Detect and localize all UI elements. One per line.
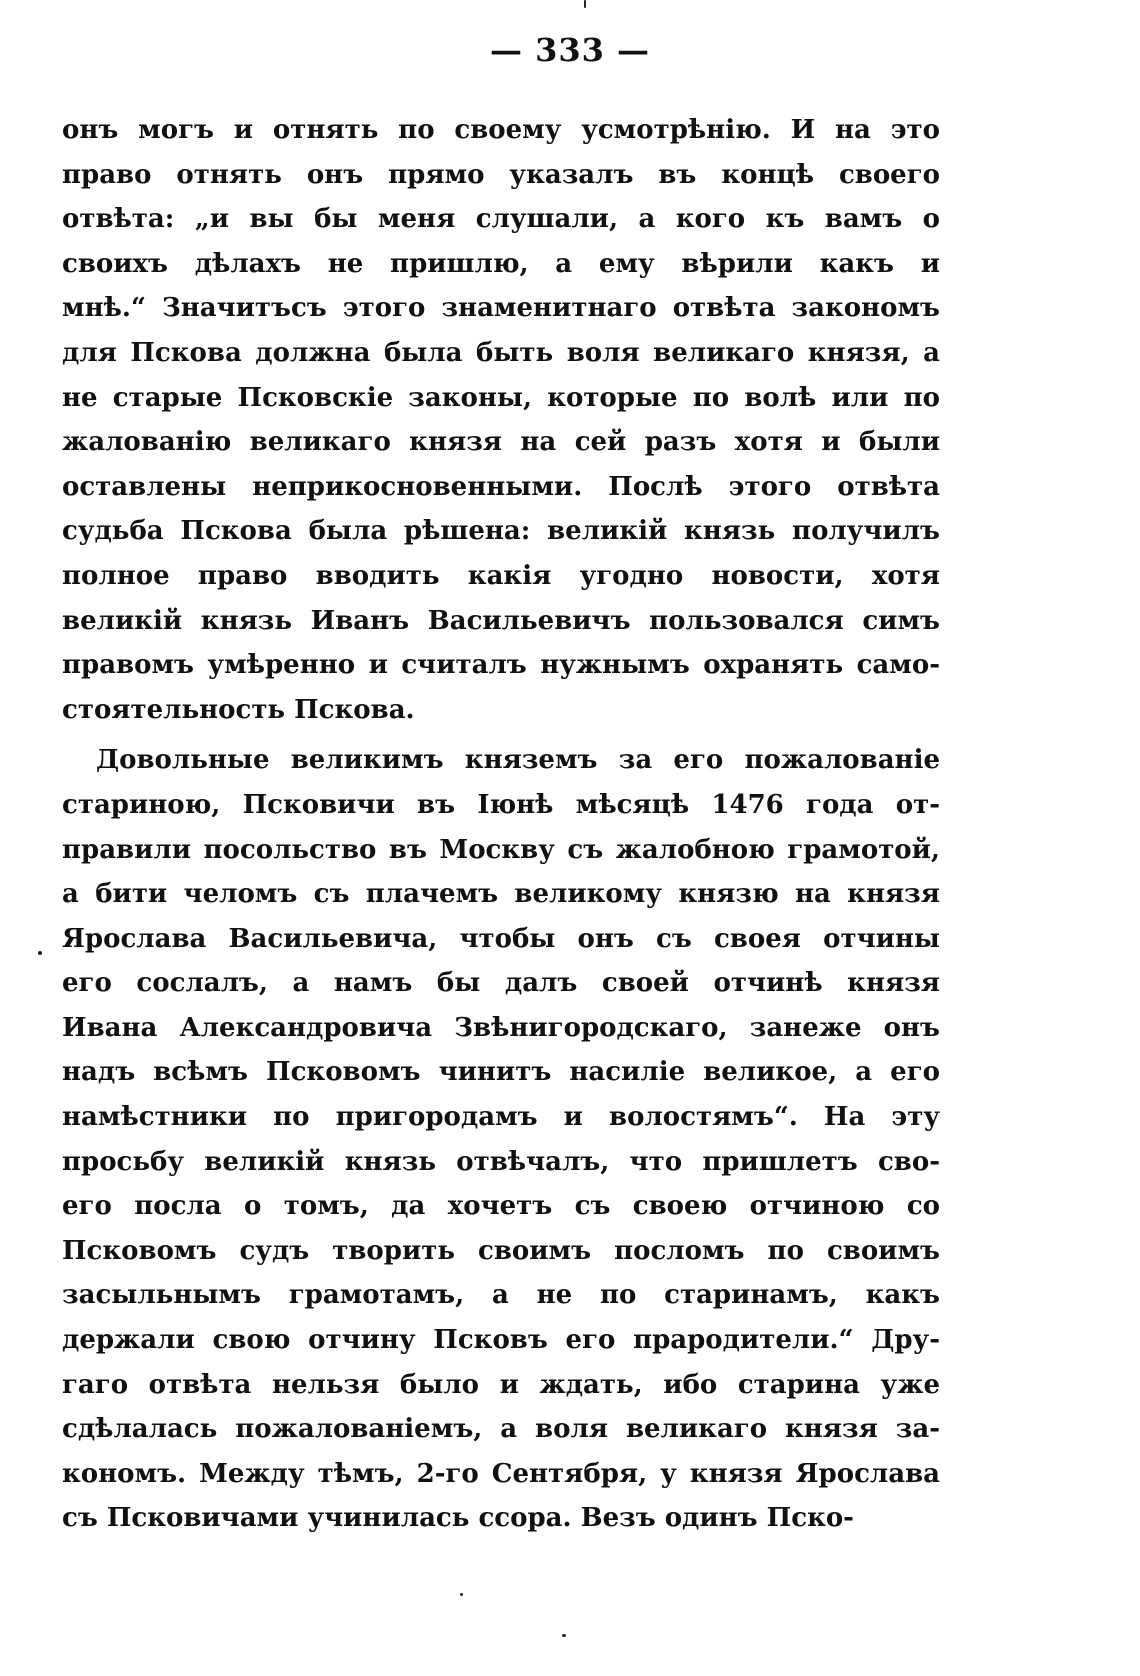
text-line: правили посольство въ Москву съ жалобною грамотой, xyxy=(62,834,940,865)
text-line: гаго отвѣта нельзя было и ждать, ибо старина уже xyxy=(62,1369,940,1400)
text-line: стариною, Псковичи въ Іюнѣ мѣсяцѣ 1476 года от- xyxy=(62,789,940,820)
paragraph-1 xyxy=(62,108,940,732)
text-line: своихъ дѣлахъ не пришлю, а ему вѣрили какъ и xyxy=(62,248,940,279)
text-line: просьбу великій князь отвѣчалъ, что пришлетъ сво- xyxy=(62,1146,940,1177)
text-line: жалованію великаго князя на сей разъ хотя и были xyxy=(62,427,940,458)
text-line: Довольные великимъ княземъ за его пожалованіе xyxy=(96,745,940,776)
text-line: оставлены неприкосновенными. Послѣ этого отвѣта xyxy=(62,471,940,502)
text-line: намѣстники по пригородамъ и волостямъ“. На эту xyxy=(62,1102,940,1133)
text-line: право отнять онъ прямо указалъ въ концѣ своего xyxy=(62,159,940,190)
text-line: судьба Пскова была рѣшена: великій князь получилъ xyxy=(62,516,940,547)
text-line: надъ всѣмъ Псковомъ чинитъ насиліе великое, а его xyxy=(62,1057,940,1088)
text-line: а бити челомъ съ плачемъ великому князю на князя xyxy=(62,879,940,910)
paragraph-2 xyxy=(62,738,940,1541)
print-speck xyxy=(38,951,42,955)
text-line: Псковомъ судъ творить своимъ посломъ по своимъ xyxy=(62,1235,940,1266)
print-speck xyxy=(584,0,586,8)
text-line: не старые Псковскіе законы, которые по волѣ или по xyxy=(62,382,940,413)
body-text xyxy=(62,108,940,1541)
text-line: его посла о томъ, да хочетъ съ своею отчиною со xyxy=(62,1191,940,1222)
text-line: правомъ умѣренно и считалъ нужнымъ охранять само- xyxy=(62,650,940,681)
text-line: отвѣта: „и вы бы меня слушали, а кого къ вамъ о xyxy=(62,204,940,235)
text-line: онъ могъ и отнять по своему усмотрѣнію. И на это xyxy=(62,115,940,145)
text-line: Ивана Александровича Звѣнигородскаго, занеже онъ xyxy=(62,1012,940,1043)
print-speck xyxy=(562,1634,566,1637)
text-line: съ Псковичами учинилась ссора. Везъ одинъ Пско- xyxy=(62,1503,854,1534)
print-speck xyxy=(460,1593,463,1596)
text-line: кономъ. Между тѣмъ, 2-го Сентября, у князя Ярослава xyxy=(62,1458,940,1489)
text-line: для Пскова должна была быть воля великаго князя, а xyxy=(62,337,940,368)
text-line: держали свою отчину Псковъ его прародители.“ Дру- xyxy=(62,1325,940,1356)
page-number: — 333 — xyxy=(489,31,651,69)
text-line: Ярослава Васильевича, чтобы онъ съ своея отчины xyxy=(62,923,940,954)
text-line: мнѣ.“ Значитъсъ этого знаменитнаго отвѣта закономъ xyxy=(62,293,940,324)
text-line: сдѣлалась пожалованіемъ, а воля великаго князя за- xyxy=(62,1414,940,1445)
text-line: стоятельность Пскова. xyxy=(62,694,415,725)
text-line: засыльнымъ грамотамъ, а не по старинамъ, какъ xyxy=(62,1280,940,1311)
text-line: его сослалъ, а намъ бы далъ своей отчинѣ князя xyxy=(62,968,940,999)
text-line: полное право вводить какія угодно новости, хотя xyxy=(62,560,940,591)
text-line: великій князь Иванъ Васильевичъ пользовался симъ xyxy=(62,605,940,636)
